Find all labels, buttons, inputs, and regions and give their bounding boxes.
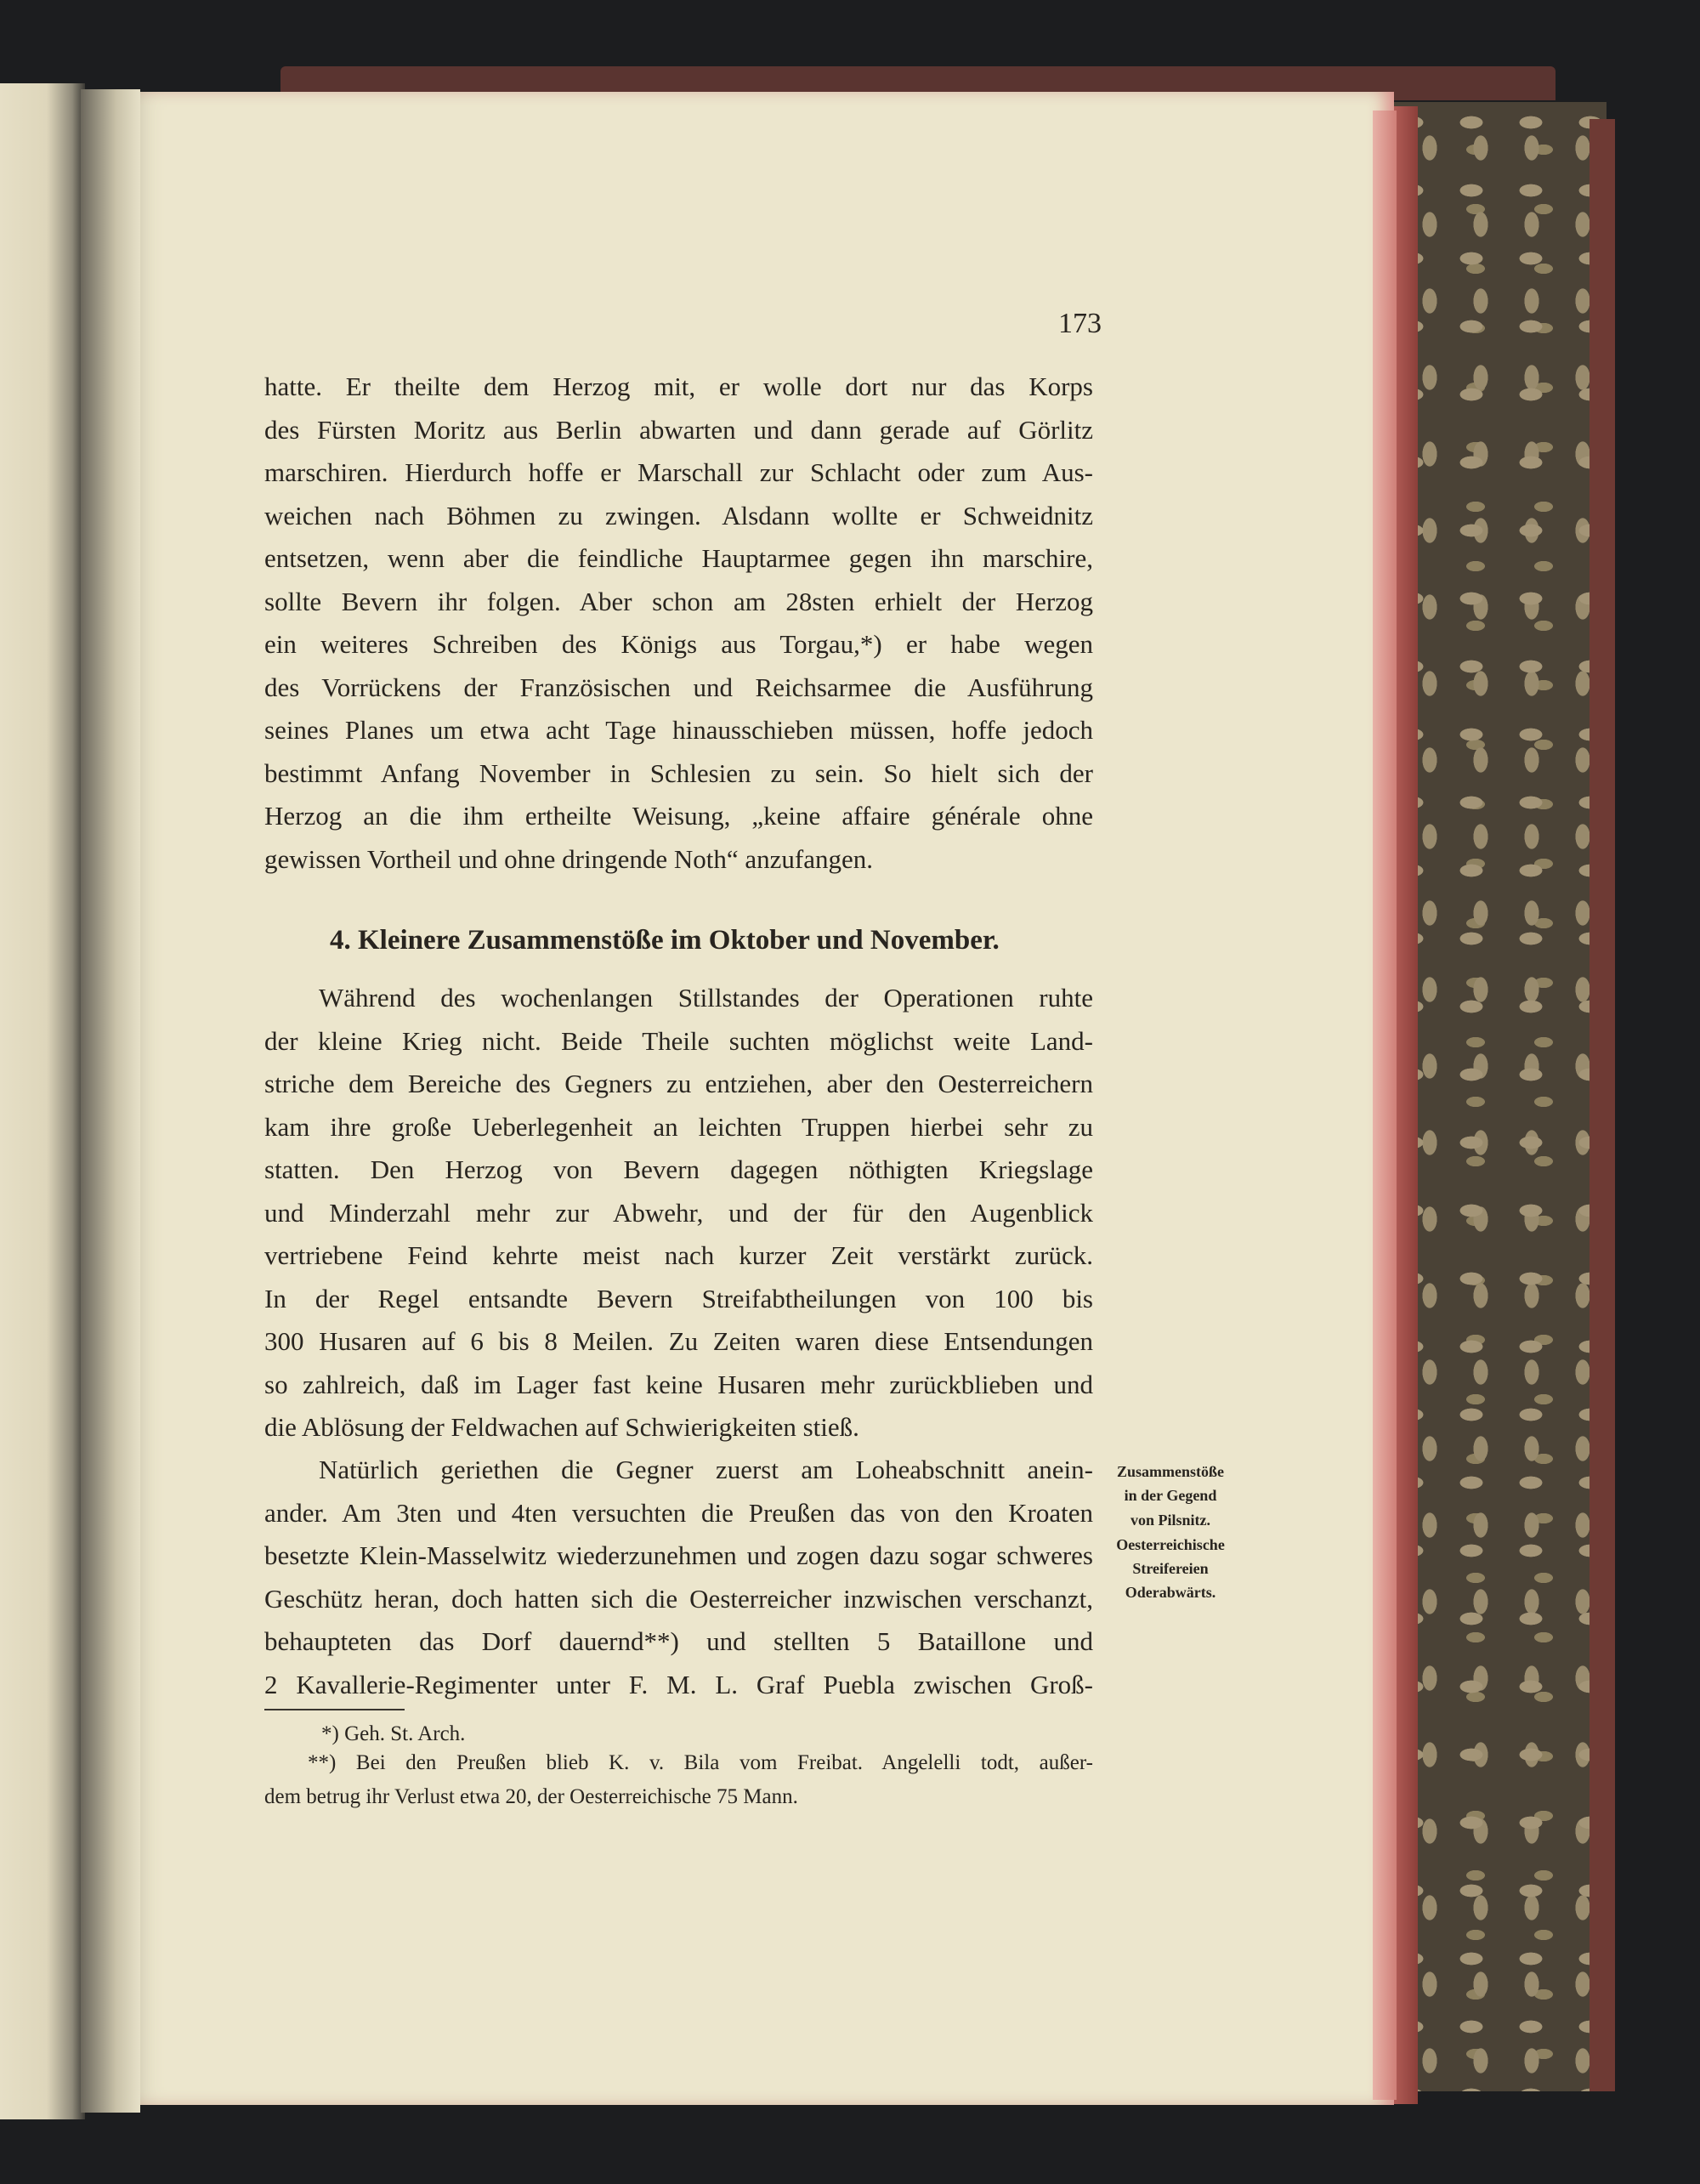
footnote-2-cont: dem betrug ihr Verlust etwa 20, der Oesterreichische 75 Mann.	[264, 1785, 798, 1808]
text-line: Während des wochenlangen Stillstandes der Operationen ruhte	[319, 983, 1093, 1013]
margin-note-line: Zusammenstöße	[1116, 1463, 1224, 1480]
margin-note-line: in der Gegend	[1124, 1487, 1217, 1504]
section-heading: 4. Kleinere Zusammenstöße im Oktober und November.	[330, 925, 1000, 956]
text-line: entsetzen, wenn aber die feindliche Hauptarmee gegen ihn marschire,	[264, 543, 1093, 573]
page-edge	[1373, 111, 1397, 2100]
text-line: weichen nach Böhmen zu zwingen. Alsdann wollte er Schweidnitz	[264, 500, 1093, 530]
text-line: Geschütz heran, doch hatten sich die Oesterreicher inzwischen verschanzt,	[264, 1583, 1093, 1614]
text-line: kam ihre große Ueberlegenheit an leichten Truppen hierbei sehr zu	[264, 1111, 1093, 1142]
text-line: besetzte Klein-Masselwitz wiederzunehmen und zogen dazu sogar schweres	[264, 1540, 1093, 1570]
text-line: die Ablösung der Feldwachen auf Schwierigkeiten stieß.	[264, 1412, 859, 1442]
text-line: und Minderzahl mehr zur Abwehr, und der für den Augenblick	[264, 1197, 1093, 1228]
text-line: ein weiteres Schreiben des Königs aus Torgau,*) er habe wegen	[264, 629, 1093, 659]
text-line: gewissen Vortheil und ohne dringende Noth“ anzufangen.	[264, 843, 873, 874]
text-line: In der Regel entsandte Bevern Streifabtheilungen von 100 bis	[264, 1283, 1093, 1313]
patterned-endpaper	[1394, 102, 1606, 2091]
footnote-rule	[264, 1709, 405, 1710]
margin-note-line: Oesterreichische	[1116, 1536, 1225, 1553]
text-line: seines Planes um etwa acht Tage hinausschieben müssen, hoffe jedoch	[264, 715, 1093, 745]
margin-note-line: von Pilsnitz.	[1130, 1512, 1210, 1529]
page-number: 173	[1058, 308, 1102, 339]
text-line: ander. Am 3ten und 4ten versuchten die Preußen das von den Kroaten	[264, 1497, 1093, 1528]
footnote-2: **) Bei den Preußen blieb K. v. Bila vom Freibat. Angelelli todt, außer-	[308, 1751, 1093, 1774]
text-line: behaupteten das Dorf dauernd**) und stellten 5 Bataillone und	[264, 1626, 1093, 1656]
gutter-shadow	[81, 89, 140, 2113]
text-line: Herzog an die ihm ertheilte Weisung, „keine affaire générale ohne	[264, 801, 1093, 831]
text-line: statten. Den Herzog von Bevern dagegen nöthigten Kriegslage	[264, 1154, 1093, 1184]
margin-note-line: Streifereien	[1132, 1560, 1209, 1577]
text-line: des Fürsten Moritz aus Berlin abwarten und dann gerade auf Görlitz	[264, 414, 1093, 445]
text-line: bestimmt Anfang November in Schlesien zu sein. So hielt sich der	[264, 757, 1093, 788]
footnote-1: *) Geh. St. Arch.	[321, 1722, 466, 1745]
text-line: so zahlreich, daß im Lager fast keine Husaren mehr zurückblieben und	[264, 1369, 1093, 1399]
text-line: vertriebene Feind kehrte meist nach kurzer Zeit verstärkt zurück.	[264, 1240, 1093, 1270]
facing-page-edge	[0, 83, 85, 2119]
text-line: 300 Husaren auf 6 bis 8 Meilen. Zu Zeiten waren diese Entsendungen	[264, 1326, 1093, 1356]
text-line: des Vorrückens der Französischen und Reichsarmee die Ausführung	[264, 672, 1093, 702]
cover-edge	[1590, 119, 1615, 2091]
text-line: der kleine Krieg nicht. Beide Theile suchten möglichst weite Land-	[264, 1025, 1093, 1056]
text-line: hatte. Er theilte dem Herzog mit, er wolle dort nur das Korps	[264, 372, 1093, 401]
text-line: 2 Kavallerie-Regimenter unter F. M. L. Graf Puebla zwischen Groß-	[264, 1669, 1093, 1699]
text-line: sollte Bevern ihr folgen. Aber schon am 28sten erhielt der Herzog	[264, 586, 1093, 616]
text-line: marschiren. Hierdurch hoffe er Marschall zur Schlacht oder zum Aus-	[264, 457, 1093, 487]
margin-note-line: Oderabwärts.	[1125, 1584, 1216, 1601]
text-line: striche dem Bereiche des Gegners zu entziehen, aber den Oesterreichern	[264, 1069, 1093, 1098]
text-line: Natürlich geriethen die Gegner zuerst am Loheabschnitt anein-	[319, 1455, 1093, 1484]
